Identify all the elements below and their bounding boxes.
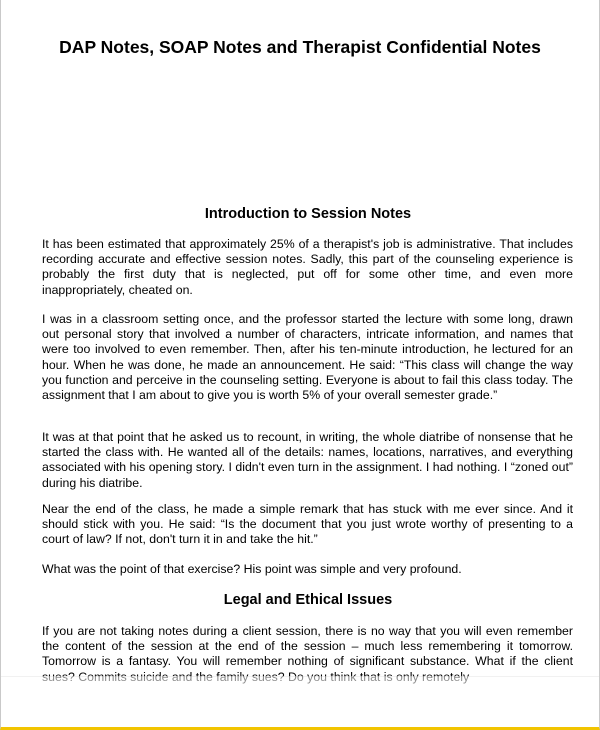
paragraph-legal-1: If you are not taking notes during a client session, there is no way that you will even remember the content of the session at the end of the session – much less remembering it tomorrow. Tomorrow is a fantasy. You will remember nothing of significant substance. What if the client — [42, 624, 573, 669]
paragraph-intro-4: Near the end of the class, he made a simple remark that has stuck with me ever since. And it should stick with you. He said: “Is the document that you just wrote worthy of presenting to a court of law? If not, don't turn it in and take the hit.” — [42, 502, 573, 547]
section-heading-legal: Legal and Ethical Issues — [223, 592, 393, 608]
paragraph-intro-2: I was in a classroom setting once, and the professor started the lecture with some long, drawn out personal story that involved a number of characters, intricate information, and names that were too involved to even remember. Then, after his ten-minute introduction, he lectured for an hour. When he was done, he made an announcement. He said: “This class will change the way you function and perceive in the counseling setting. Everyone is about to fail this class today. The assignment that I am about to give you is worth 5% of your overall semester grade.” — [42, 312, 573, 403]
document-page — [1, 0, 599, 727]
section-heading-introduction: Introduction to Session Notes — [204, 206, 412, 222]
page-fold-overlay — [1, 676, 599, 728]
paragraph-intro-5: What was the point of that exercise? His point was simple and very profound. — [42, 562, 462, 576]
document-title: DAP Notes, SOAP Notes and Therapist Confidential Notes — [59, 37, 541, 57]
paragraph-intro-3: It was at that point that he asked us to recount, in writing, the whole diatribe of nonsense that he started the class with. He wanted all of the details: names, locations, narratives, and everything associated with his opening story. I didn't even turn in the assignment. I had nothing. I “zoned out” during his diatribe. — [42, 430, 573, 490]
paragraph-intro-1: It has been estimated that approximately 25% of a therapist's job is administrative. That includes recording accurate and effective session notes. Sadly, this part of the counseling experience is probably the first duty that is neglected, put off for some other time, and even more inappropriately, cheated on. — [42, 237, 573, 297]
